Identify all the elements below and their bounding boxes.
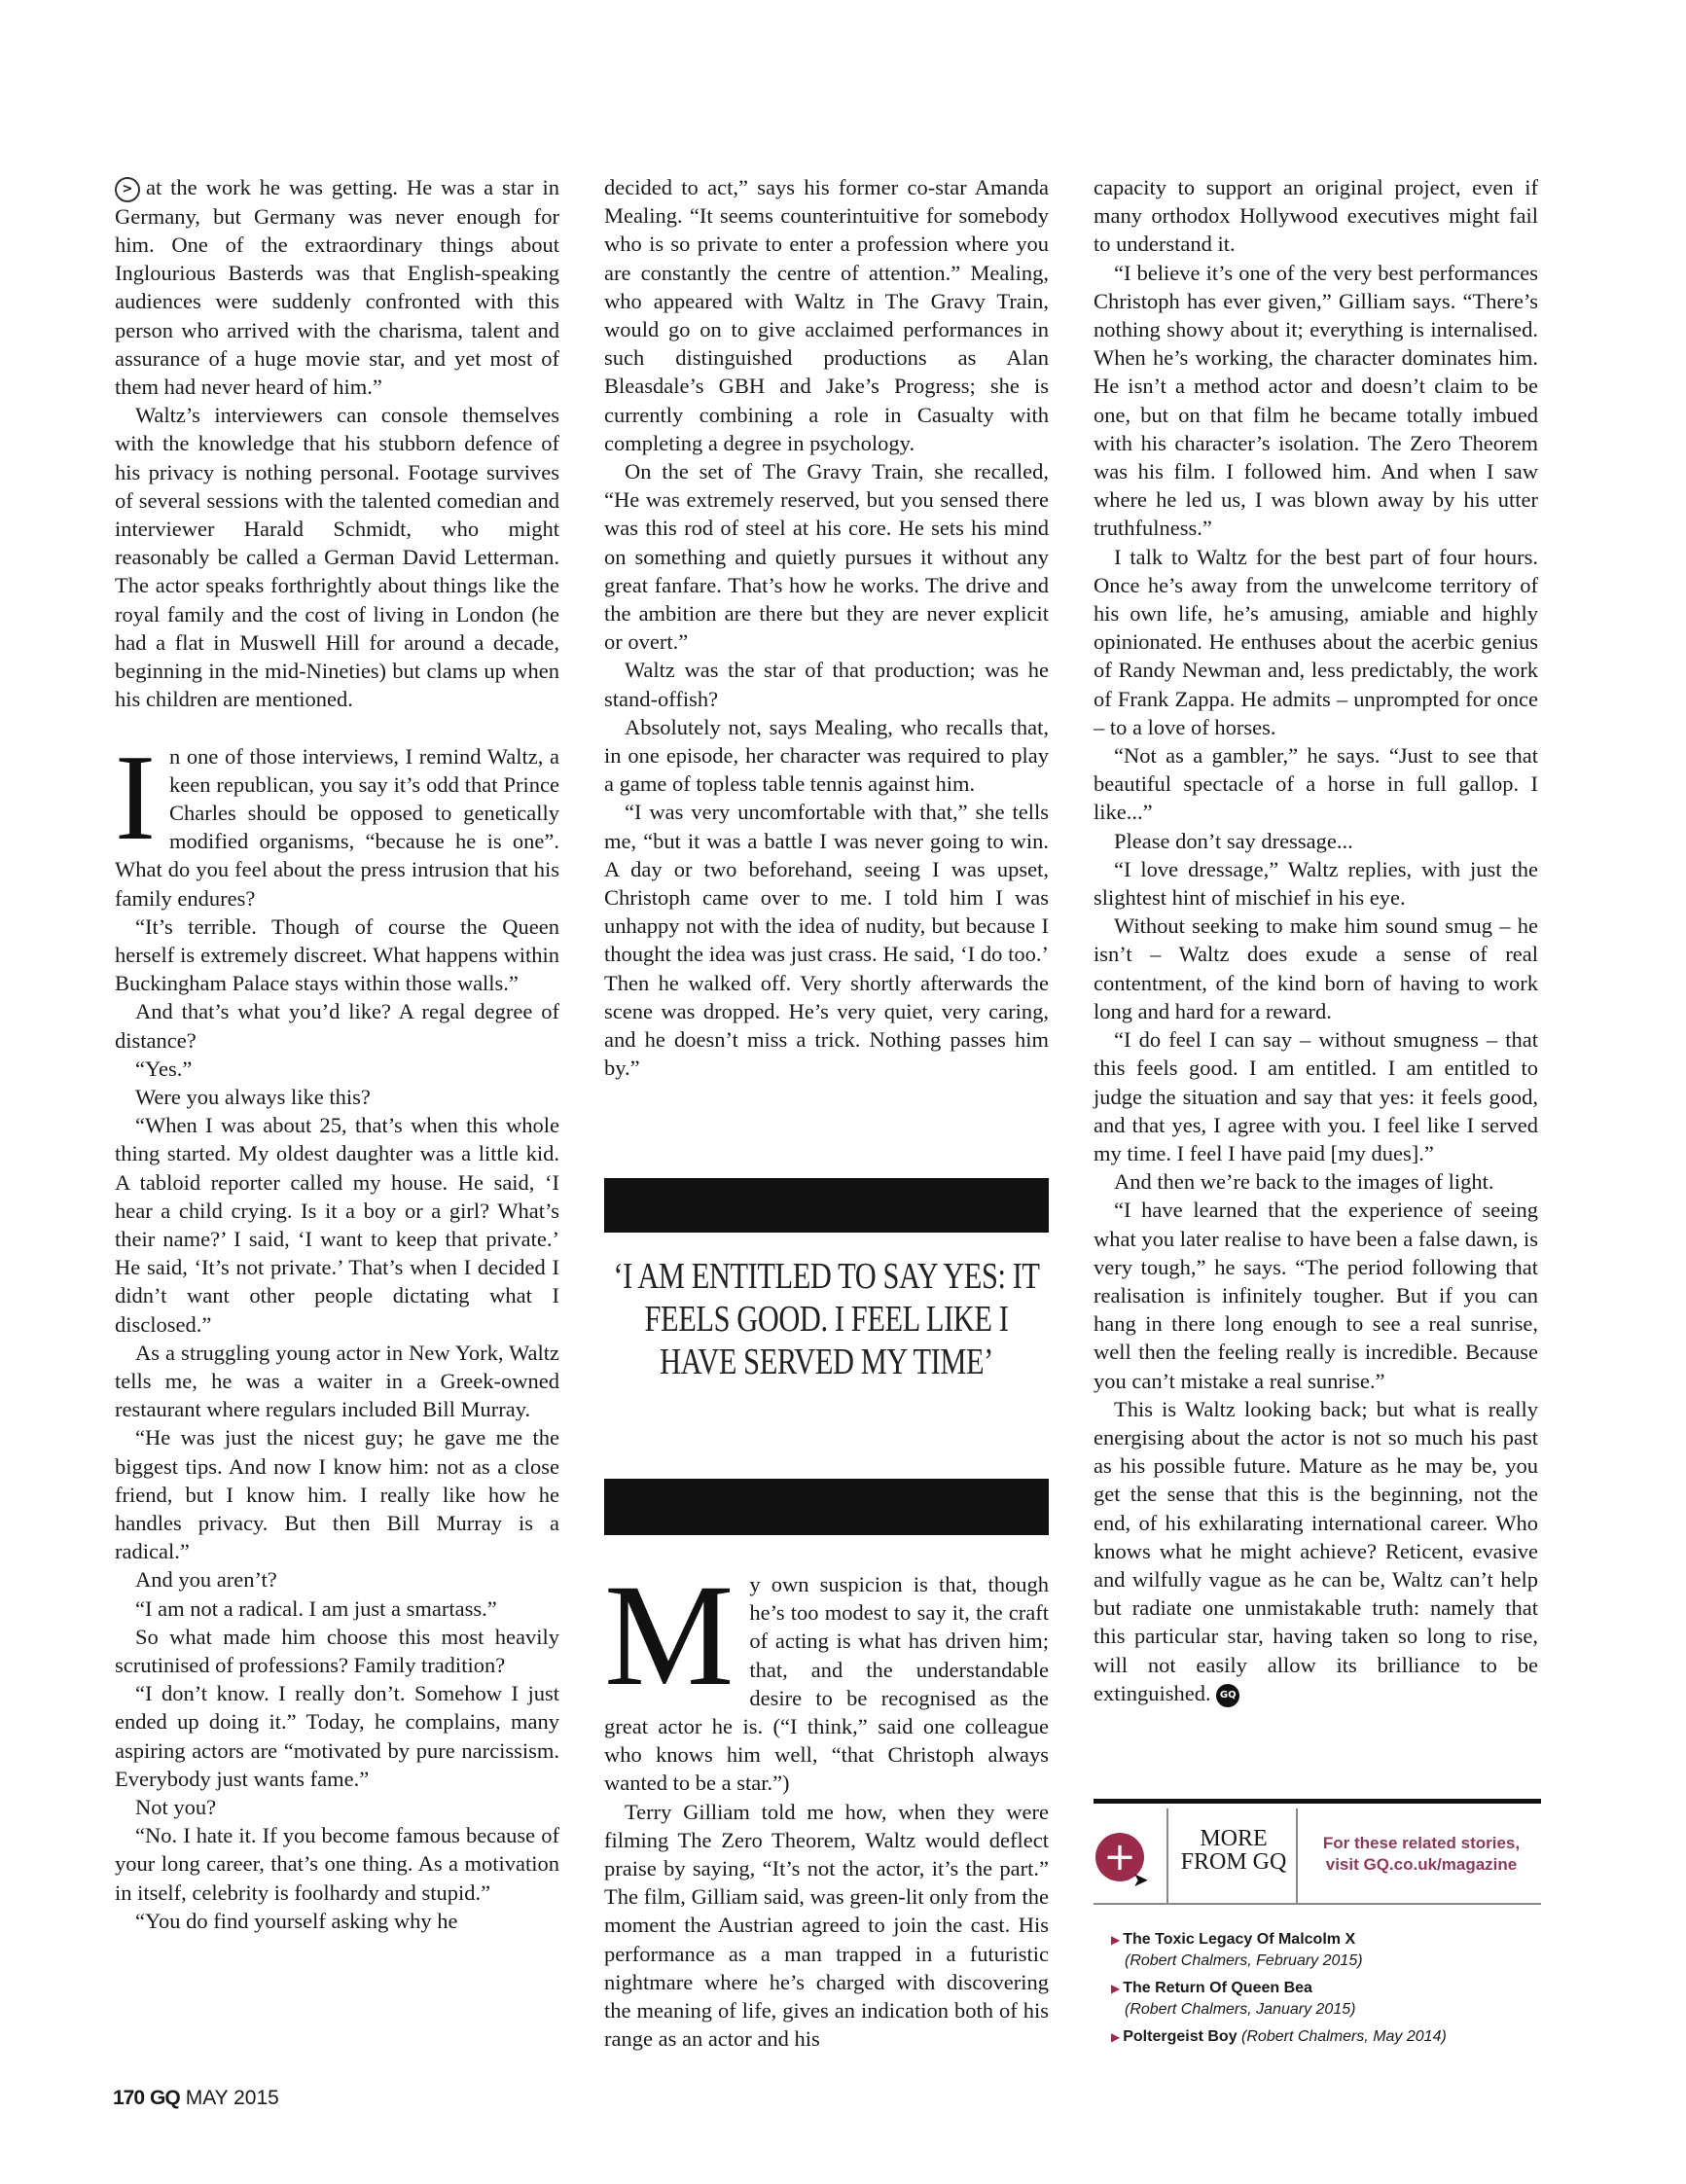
link-line: visit GQ.co.uk/magazine <box>1325 1855 1518 1874</box>
paragraph: “I love dressage,” Waltz replies, with just the slightest hint of mischief in his eye. <box>1094 856 1538 911</box>
more-from-gq-title <box>1171 1827 1296 1874</box>
paragraph: And that’s what you’d like? A regal degree of distance? <box>115 999 559 1053</box>
brand-logo: GQ <box>150 2087 180 2109</box>
paragraph: Please don’t say dressage... <box>1114 828 1353 853</box>
paragraph: “You do find yourself asking why he <box>135 1908 458 1933</box>
paragraph: “Not as a gambler,” he says. “Just to see that beautiful spectacle of a horse in full gallop. I like...” <box>1094 743 1538 825</box>
bullet-triangle-icon: ▶ <box>1111 1933 1121 1947</box>
pull-quote-top-bar <box>604 1178 1049 1233</box>
paragraph: “No. I hate it. If you become famous because of your long career, that’s one thing. As a motivation in itself, celebrity is foolhardy and stupid.” <box>115 1823 559 1905</box>
continued-arrow-icon: > <box>115 177 140 202</box>
story-title: The Return Of Queen Bea <box>1123 1980 1312 1996</box>
more-from-gq-box[interactable] <box>1094 1799 1541 1905</box>
page-footer <box>113 2087 279 2110</box>
paragraph: capacity to support an original project, even if many orthodox Hollywood executives might fail to understand it. <box>1094 175 1538 257</box>
paragraph: “I was very uncomfortable with that,” she tells me, “but it was a battle I was never going to win. A day or two beforehand, seeing I was upset, Christoph came over to me. I told him I was unhappy not with the idea of nudity, but because I thought the idea was just crass. He said, ‘I do too.’ Then he walked off. Very shortly afterwards the scene was dropped. He’s very quiet, very caring, and he doesn’t miss a trick. Nothing passes him by.” <box>604 800 1049 1081</box>
paragraphs <box>1094 173 1538 1395</box>
bullet-triangle-icon: ▶ <box>1111 1982 1121 1995</box>
paragraph: “I believe it’s one of the very best performances Christoph has ever given,” Gilliam says. “There’s nothing showy about it; everything is internalised. When he’s working, the character dominates him. He isn’t a method actor and doesn’t claim to be one, but on that film he became totally imbued with his character’s isolation. The Zero Theorem was his film. I followed him. And when I saw where he led us, I was blown away by his utter truthfulness.” <box>1094 260 1538 541</box>
paragraph: Waltz was the star of that production; was he stand-offish? <box>604 658 1049 711</box>
paragraph-text: n one of those interviews, I remind Waltz, a keen republican, you say it’s odd that Prince Charles should be opposed to genetically modified organisms, “because he is one”. What do you feel about the press intrusion that his family endures? <box>115 743 559 911</box>
story-meta: (Robert Chalmers, February 2015) <box>1125 1952 1363 1969</box>
related-story[interactable] <box>1111 1929 1559 1972</box>
paragraph: And then we’re back to the images of light. <box>1114 1169 1494 1195</box>
related-story[interactable] <box>1111 1978 1559 2021</box>
page-number: 170 <box>113 2087 145 2109</box>
paragraph: “I don’t know. I really don’t. Somehow I just ended up doing it.” Today, he complains, many aspiring actors are “motivated by pure narcissism. Everybody just wants fame.” <box>115 1681 559 1791</box>
paragraph: On the set of The Gravy Train, she recalled, “He was extremely reserved, but you sensed there was this rod of steel at his core. He sets his mind on something and quietly pursues it without any great fanfare. That’s how he works. The drive and the ambition are there but they are never explicit or overt.” <box>604 459 1049 655</box>
related-story[interactable] <box>1111 2026 1559 2048</box>
story-title: The Toxic Legacy Of Malcolm X <box>1123 1931 1356 1948</box>
article-column-2-bottom <box>604 1555 1049 2053</box>
dropcap: M <box>604 1555 735 1716</box>
story-meta: (Robert Chalmers, January 2015) <box>1125 2001 1356 2018</box>
paragraph-text: y own suspicion is that, though he’s too modest to say it, the craft of acting is what has driven him; that, and the understandable desire to be recognised as the great actor he is. (“I think,” said one colleague who knows him well, “that Christoph always wanted to be a star.”) <box>604 1572 1049 1796</box>
paragraphs <box>604 173 1049 1083</box>
article-column-3 <box>1094 173 1538 1707</box>
story-meta: (Robert Chalmers, May 2014) <box>1241 2028 1447 2045</box>
paragraph: Without seeking to make him sound smug – he isn’t – Waltz does exude a sense of real contentment, of the kind born of having to work long and hard for a reward. <box>1094 913 1538 1023</box>
dropcap-paragraph <box>604 1555 1049 1798</box>
paragraph: Terry Gilliam told me how, when they were filming The Zero Theorem, Waltz would deflect praise by saying, “It’s not the actor, it’s the part.” The film, Gilliam said, was green-lit only from the moment the Austrian agreed to join the cast. His performance as a man trapped in a futuristic nightmare where he’s charged with discovering the meaning of life, gives an indication both of his range as an actor and his <box>604 1799 1049 2052</box>
related-stories-list <box>1111 1929 1559 2054</box>
paragraph: Waltz’s interviewers can console themselves with the knowledge that his stubborn defence of his privacy is nothing personal. Footage survives of several sessions with the talented comedian and interviewer Harald Schmidt, who might reasonably be called a German David Letterman. The actor speaks forthrightly about things like the royal family and the cost of living in London (he had a flat in Muswell Hill for around a decade, beginning in the mid-Nineties) but clams up when his children are mentioned. <box>115 403 559 712</box>
paragraph: So what made him choose this most heavily scrutinised of professions? Family tradition? <box>115 1624 559 1677</box>
paragraph: As a struggling young actor in New York, Waltz tells me, he was a waiter in a Greek-owned restaurant where regulars included Bill Murray. <box>115 1340 559 1422</box>
related-stories-link[interactable] <box>1300 1833 1543 1876</box>
paragraph: “When I was about 25, that’s when this whole thing started. My oldest daughter was a little kid. A tabloid reporter called my house. He said, ‘I hear a child crying. Is it a boy or a girl? What’s their name?’ I said, ‘I want to keep that private.’ He said, ‘It’s not private.’ That’s when I decided I didn’t want other people dictating what I disclosed.” <box>115 1113 559 1337</box>
divider <box>1166 1808 1168 1903</box>
paragraph-text: This is Waltz looking back; but what is really energising about the actor is not so much his past as his possible future. Mature as he may be, you get the sense that this is the beginning, not the end, of his exhilarating international career. Who knows what he might achieve? Reticent, evasive and wilfully vague as he can be, Waltz can’t help but radiate one unmistakable truth: namely that this particular star, having taken so long to rise, will not easily allow its brilliance to be extinguished. <box>1094 1396 1538 1705</box>
paragraph: I talk to Waltz for the best part of four hours. Once he’s away from the unwelcome territory of his own life, he’s amusing, amiable and highly opinionated. He enthuses about the acerbic genius of Randy Newman and, less predictably, the work of Frank Zappa. He admits – unprompted for once – to a love of horses. <box>1094 544 1538 739</box>
final-paragraph <box>1094 1395 1538 1707</box>
article-column-1 <box>115 173 559 1935</box>
paragraph: decided to act,” says his former co-star Amanda Mealing. “It seems counterintuitive for somebody who is so private to enter a profession where you are constantly the centre of attention.” Mealing, who appeared with Waltz in The Gravy Train, would go on to give acclaimed performances in such distinguished productions as Alan Bleasdale’s GBH and Jake’s Progress; she is currently combining a role in Casualty with completing a degree in psychology. <box>604 175 1049 455</box>
plus-icon: + <box>1095 1833 1144 1881</box>
paragraph: “He was just the nicest guy; he gave me the biggest tips. And now I know him: not as a close friend, but I know him. I really like how he handles privacy. But then Bill Murray is a radical.” <box>115 1425 559 1564</box>
divider <box>1296 1808 1298 1903</box>
pull-quote: ‘I AM ENTITLED TO SAY YES: IT FEELS GOOD. I FEEL LIKE I HAVE SERVED MY TIME’ <box>613 1256 1040 1382</box>
continued-paragraph <box>115 173 559 401</box>
bullet-triangle-icon: ▶ <box>1111 2030 1121 2044</box>
paragraph: And you aren’t? <box>135 1567 277 1593</box>
paragraphs <box>115 913 559 1935</box>
dropcap: I <box>115 730 156 866</box>
paragraph: “I am not a radical. I am just a smartass.” <box>135 1595 497 1621</box>
cursor-icon: ➤ <box>1132 1868 1149 1891</box>
issue-date: MAY 2015 <box>185 2087 279 2109</box>
title-line: MORE <box>1200 1826 1268 1851</box>
paragraph: Not you? <box>135 1795 217 1820</box>
paragraph: Were you always like this? <box>135 1084 371 1109</box>
paragraph: “I do feel I can say – without smugness – that this feels good. I am entitled. I am entitled to judge the situation and say that yes: it feels good, and that yes, I agree with you. I feel like I served my time. I feel I have paid [my dues].” <box>1094 1027 1538 1165</box>
paragraph: “It’s terrible. Though of course the Queen herself is extremely discreet. What happens within Buckingham Palace stays within those walls.” <box>115 913 559 996</box>
dropcap-paragraph <box>115 730 559 913</box>
paragraph: Absolutely not, says Mealing, who recalls that, in one episode, her character was required to play a game of topless table tennis against him. <box>604 714 1049 797</box>
paragraph-text: at the work he was getting. He was a star in Germany, but Germany was never enough for him. One of the extraordinary things about Inglourious Basterds was that English-speaking audiences were suddenly confronted with this person who arrived with the charisma, talent and assurance of a huge movie star, and yet most of them had never heard of him.” <box>115 175 559 400</box>
pull-quote-bottom-bar <box>604 1479 1049 1535</box>
gq-end-mark-icon: GQ <box>1216 1684 1239 1707</box>
paragraph: “Yes.” <box>135 1056 193 1081</box>
story-title: Poltergeist Boy <box>1123 2028 1238 2045</box>
link-line: For these related stories, <box>1322 1834 1521 1852</box>
title-line: FROM GQ <box>1180 1849 1287 1875</box>
article-column-2-top <box>604 173 1049 1083</box>
paragraph: “I have learned that the experience of seeing what you later realise to have been a false dawn, is very tough,” he says. “The period following that realisation is infinitely tougher. But if you can hang in there long enough to see a real sunrise, well then the feeling really is incredible. Because you can’t mistake a real sunrise.” <box>1094 1198 1538 1393</box>
